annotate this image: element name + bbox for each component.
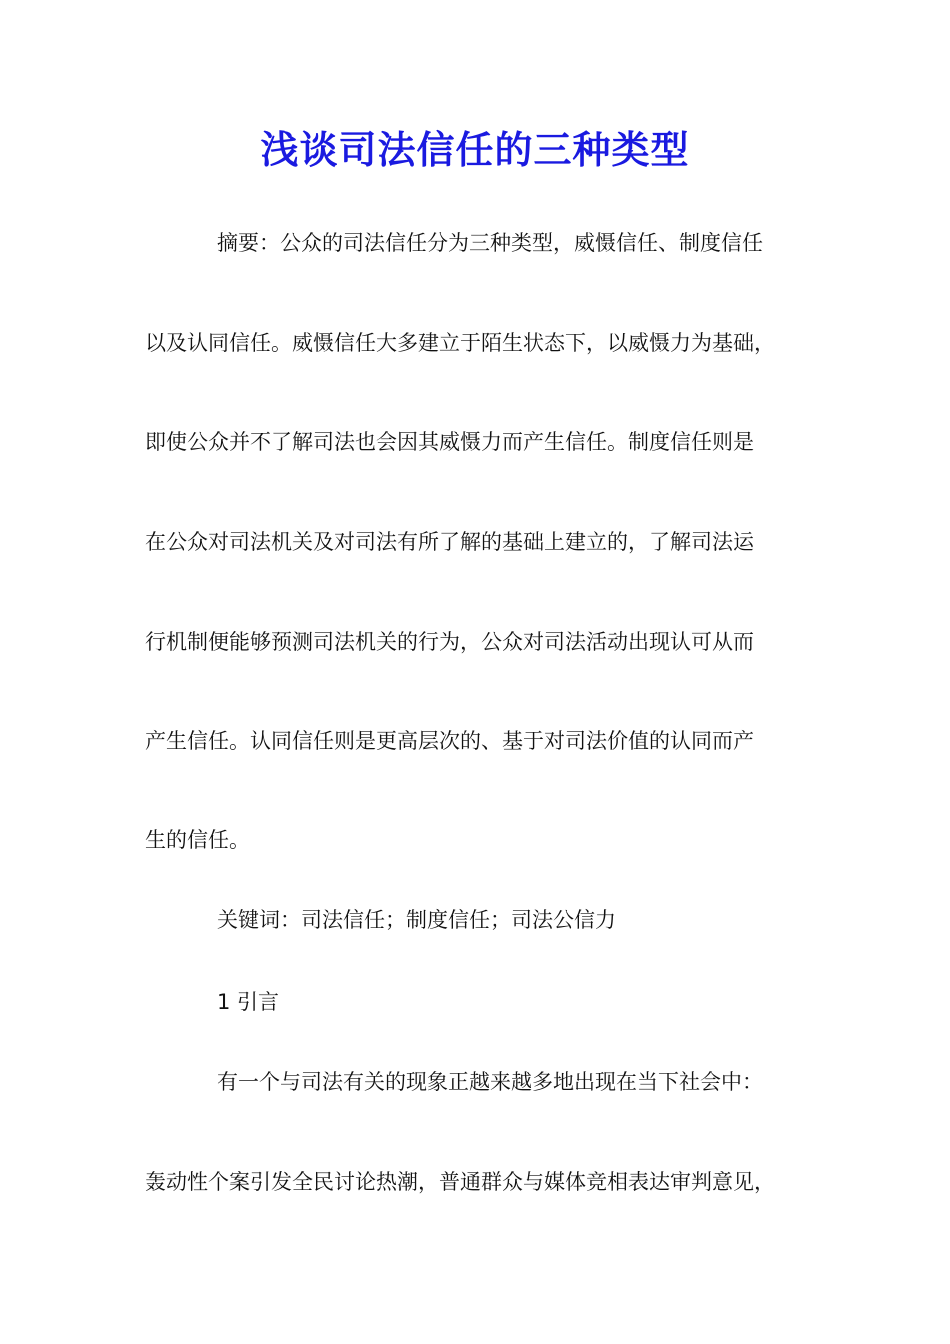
abstract-line: 在公众对司法机关及对司法有所了解的基础上建立的，了解司法运 (145, 530, 754, 554)
abstract-line: 摘要：公众的司法信任分为三种类型，威慑信任、制度信任 (217, 231, 763, 255)
abstract-line: 行机制便能够预测司法机关的行为，公众对司法活动出现认可从而 (145, 630, 754, 654)
abstract-line: 生的信任。 (145, 828, 250, 852)
document-title: 浅谈司法信任的三种类型 (260, 127, 690, 172)
abstract-line: 以及认同信任。威慑信任大多建立于陌生状态下，以威慑力为基础， (145, 331, 775, 355)
abstract-line: 产生信任。认同信任则是更高层次的、基于对司法价值的认同而产 (145, 729, 754, 753)
abstract-line: 即使公众并不了解司法也会因其威慑力而产生信任。制度信任则是 (145, 430, 754, 454)
body-line: 轰动性个案引发全民讨论热潮，普通群众与媒体竞相表达审判意见， (145, 1170, 775, 1194)
body-line: 有一个与司法有关的现象正越来越多地出现在当下社会中： (217, 1070, 763, 1094)
keywords-line: 关键词：司法信任；制度信任；司法公信力 (217, 908, 616, 932)
section-heading: 1 引言 (217, 990, 280, 1014)
